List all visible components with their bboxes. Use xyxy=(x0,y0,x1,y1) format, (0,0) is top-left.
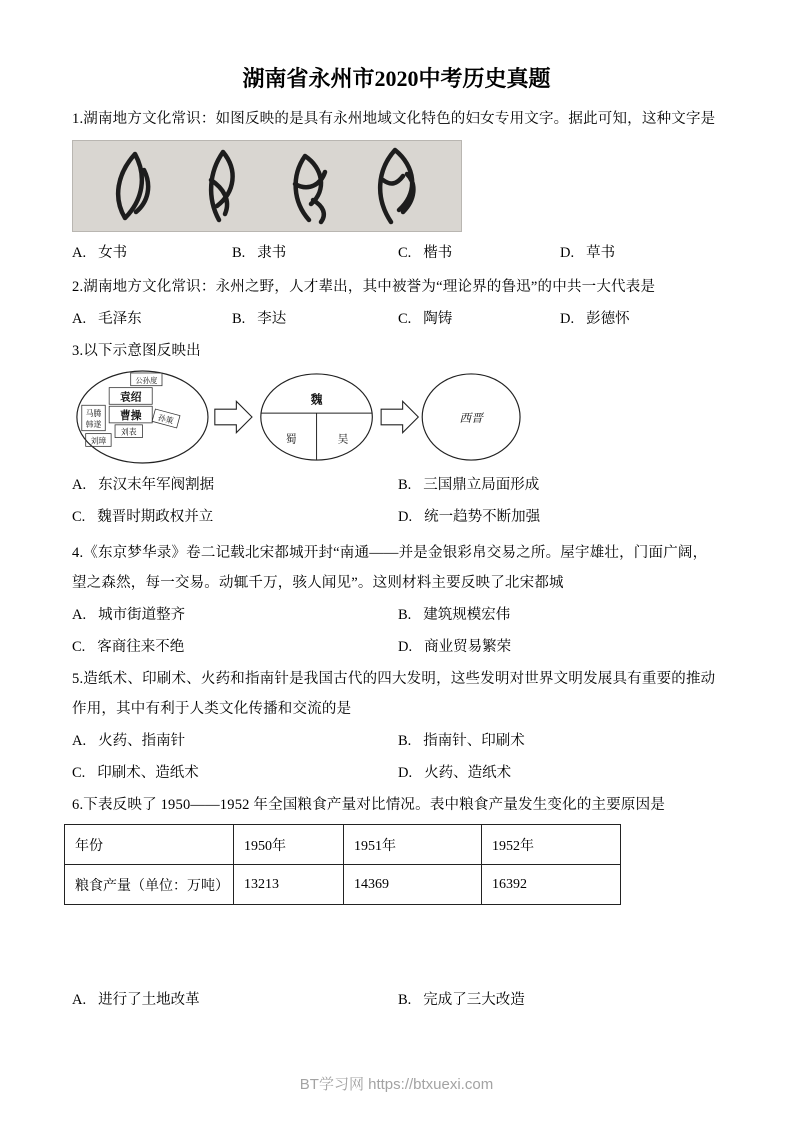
option-text: 毛泽东 xyxy=(98,311,142,327)
diagram-label-shu: 蜀 xyxy=(285,433,297,446)
three-kingdoms-diagram xyxy=(72,368,721,466)
option-c xyxy=(398,238,560,268)
option-a xyxy=(72,470,398,500)
diagram-label-yuanshao: 袁绍 xyxy=(119,391,142,404)
question-3-text: 3.以下示意图反映出 xyxy=(72,343,201,359)
option-label: B. xyxy=(398,607,412,623)
option-d xyxy=(398,502,721,532)
option-c xyxy=(72,632,398,662)
option-label: D. xyxy=(560,311,575,327)
option-text: 印刷术、造纸术 xyxy=(97,765,199,781)
option-text: 女书 xyxy=(98,245,128,261)
option-text: 楷书 xyxy=(423,245,453,261)
question-4-options-row1 xyxy=(72,600,721,630)
option-a xyxy=(72,985,398,1015)
option-c xyxy=(72,502,398,532)
option-text: 建筑规模宏伟 xyxy=(423,607,511,623)
option-label: C. xyxy=(398,245,412,261)
option-label: A. xyxy=(72,607,87,623)
option-label: D. xyxy=(398,509,413,525)
question-1 xyxy=(72,104,721,268)
page-title: 湖南省永州市2020中考历史真题 xyxy=(242,66,551,91)
option-label: D. xyxy=(398,639,413,655)
question-1-text: 1.湖南地方文化常识：如图反映的是具有永州地域文化特色的妇女专用文字。据此可知，这种文字是 xyxy=(72,111,716,127)
question-4-options-row2 xyxy=(72,632,721,662)
option-label: A. xyxy=(72,477,87,493)
option-label: B. xyxy=(232,245,246,261)
arrow-icon xyxy=(381,401,418,432)
option-text: 客商往来不绝 xyxy=(97,639,185,655)
table-cell: 1950年 xyxy=(234,825,344,865)
option-text: 城市街道整齐 xyxy=(98,607,186,623)
question-2-text: 2.湖南地方文化常识：永州之野，人才辈出，其中被誉为“理论界的鲁迅”的中共一大代表是 xyxy=(72,279,656,295)
option-text: 商业贸易繁荣 xyxy=(424,639,512,655)
diagram-label-sunce: 孙策 xyxy=(157,413,175,426)
option-text: 三国鼎立局面形成 xyxy=(423,477,540,493)
question-3-options-row2 xyxy=(72,502,721,532)
question-4-text: 4.《东京梦华录》卷二记载北宋都城开封“南通——并是金银彩帛交易之所。屋宇雄壮，门面广阔，望之森然，每一交易。动辄千万，骇人闻见”。这则材料主要反映了北宋都城 xyxy=(72,545,708,591)
diagram-label-liubiao: 刘表 xyxy=(120,427,137,437)
diagram-label-wei: 魏 xyxy=(310,393,323,407)
question-5 xyxy=(72,664,721,788)
diagram-label-mateng: 马腾 xyxy=(85,409,102,419)
question-3 xyxy=(72,336,721,532)
question-2-options xyxy=(72,304,721,334)
option-b xyxy=(398,600,721,630)
option-text: 魏晋时期政权并立 xyxy=(97,509,214,525)
diagram-label-liuzhang: 刘璋 xyxy=(90,436,107,446)
option-label: D. xyxy=(398,765,413,781)
option-label: C. xyxy=(398,311,412,327)
question-5-options-row2 xyxy=(72,758,721,788)
table-cell: 1952年 xyxy=(482,825,621,865)
option-b xyxy=(232,238,398,268)
option-a xyxy=(72,726,398,756)
option-label: B. xyxy=(232,311,246,327)
diagram-label-hansui: 韩遂 xyxy=(85,419,102,429)
question-6 xyxy=(72,790,721,1015)
option-text: 火药、指南针 xyxy=(98,733,186,749)
option-b xyxy=(232,304,398,334)
table-cell: 1951年 xyxy=(344,825,482,865)
option-label: C. xyxy=(72,509,86,525)
option-label: B. xyxy=(398,477,412,493)
diagram-label-caocao: 曹操 xyxy=(119,409,142,422)
option-label: A. xyxy=(72,992,87,1008)
option-text: 指南针、印刷术 xyxy=(423,733,525,749)
option-d xyxy=(560,304,721,334)
option-text: 东汉末年军阀割据 xyxy=(98,477,215,493)
question-2 xyxy=(72,272,721,334)
option-a xyxy=(72,304,232,334)
option-label: C. xyxy=(72,765,86,781)
option-d xyxy=(560,238,721,268)
option-text: 火药、造纸术 xyxy=(424,765,512,781)
option-b xyxy=(398,985,721,1015)
nushu-script-photo xyxy=(72,140,462,232)
watermark-footer: BT学习网 https://btxuexi.com xyxy=(299,1076,494,1093)
diagram-label-gongsundu: 公孙度 xyxy=(135,375,158,385)
option-text: 草书 xyxy=(586,245,616,261)
option-d xyxy=(398,758,721,788)
option-label: B. xyxy=(398,992,412,1008)
option-a xyxy=(72,600,398,630)
question-5-text: 5.造纸术、印刷术、火药和指南针是我国古代的四大发明，这些发明对世界文明发展具有重要的推动作用，其中有利于人类文化传播和交流的是 xyxy=(72,671,716,717)
option-label: A. xyxy=(72,733,87,749)
nushu-glyphs-image xyxy=(73,141,461,231)
table-cell: 年份 xyxy=(65,825,234,865)
option-b xyxy=(398,470,721,500)
table-cell: 粮食产量（单位：万吨） xyxy=(65,865,234,905)
three-kingdoms-diagram-svg xyxy=(72,368,522,466)
option-label: B. xyxy=(398,733,412,749)
option-c xyxy=(398,304,560,334)
diagram-label-wu: 吴 xyxy=(337,433,349,446)
option-label: A. xyxy=(72,245,87,261)
option-text: 陶铸 xyxy=(423,311,453,327)
question-5-options-row1 xyxy=(72,726,721,756)
option-text: 隶书 xyxy=(257,245,287,261)
option-label: C. xyxy=(72,639,86,655)
question-1-options xyxy=(72,238,721,268)
option-a xyxy=(72,238,232,268)
grain-production-table xyxy=(64,824,621,905)
question-4 xyxy=(72,538,721,662)
option-text: 李达 xyxy=(257,311,287,327)
question-6-options xyxy=(72,985,721,1015)
question-3-options-row1 xyxy=(72,470,721,500)
table-cell: 16392 xyxy=(482,865,621,905)
question-6-text: 6.下表反映了 1950——1952 年全国粮食产量对比情况。表中粮食产量发生变化的主要原因是 xyxy=(72,797,666,813)
option-text: 统一趋势不断加强 xyxy=(424,509,541,525)
table-row xyxy=(65,825,621,865)
table-cell: 13213 xyxy=(234,865,344,905)
option-label: D. xyxy=(560,245,575,261)
arrow-icon xyxy=(215,401,252,432)
option-text: 彭德怀 xyxy=(586,311,630,327)
table-row xyxy=(65,865,621,905)
option-b xyxy=(398,726,721,756)
diagram-label-xijin: 西晋 xyxy=(459,411,483,425)
table-cell: 14369 xyxy=(344,865,482,905)
option-label: A. xyxy=(72,311,87,327)
option-text: 完成了三大改造 xyxy=(423,992,525,1008)
option-d xyxy=(398,632,721,662)
option-text: 进行了土地改革 xyxy=(98,992,200,1008)
option-c xyxy=(72,758,398,788)
